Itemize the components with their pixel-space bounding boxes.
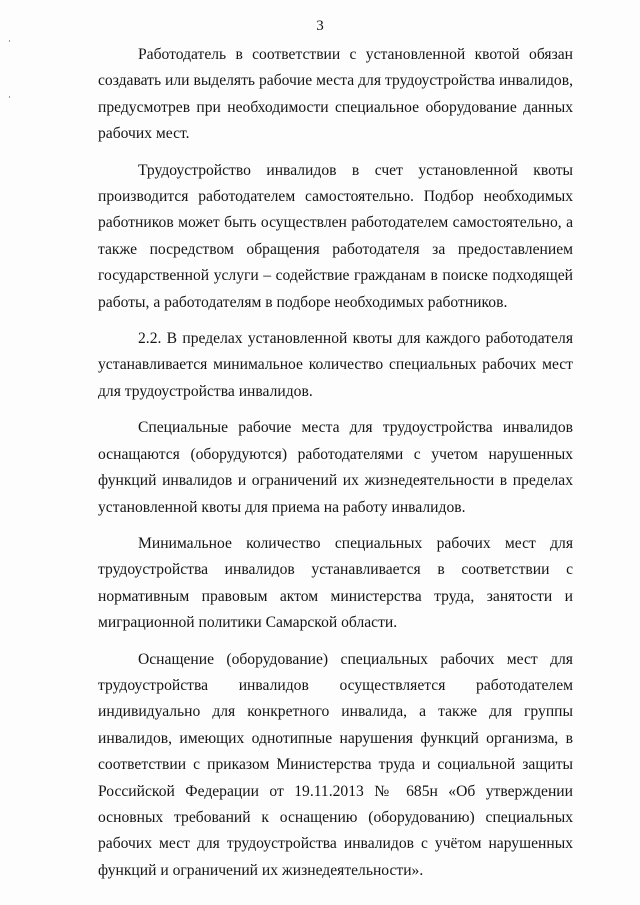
- scan-artifact: [9, 40, 10, 42]
- scan-artifact: [9, 96, 10, 98]
- paragraph-special-workplaces-equipment: Специальные рабочие места для трудоустройства инвалидов оснащаются (оборудуются) работодателями с учетом нарушенных функций инвалидов и ограничений их жизнедеятельности в пределах установленной квоты для приема на работу инвалидов.: [98, 419, 573, 516]
- document-body: [98, 42, 573, 894]
- paragraph-employer-obligation: Работодатель в соответствии с установленной квотой обязан создавать или выделять рабочие места для трудоустройства инвалидов, предусмотрев при необходимости специальное оборудование данных рабочих мест.: [98, 46, 573, 143]
- paragraph-equipment-order: Оснащение (оборудование) специальных рабочих мест для трудоустройства инвалидов осуществляется работодателем индивидуально для конкретного инвалида, а также для группы инвалидов, имеющих однотипные нарушения функций организма, в соответствии с приказом Министерства труда и социальной защиты Российской Федерации от 19.11.2013 № 685н «Об утверждении основных требований к оснащению (оборудованию) специальных рабочих мест для трудоустройства инвалидов с учётом нарушенных функций и ограничений их жизнедеятельности».: [98, 650, 573, 879]
- paragraph-section-2-2: 2.2. В пределах установленной квоты для каждого работодателя устанавливается минимальное количество специальных рабочих мест для трудоустройства инвалидов.: [98, 330, 573, 400]
- paragraph-minimum-number: Минимальное количество специальных рабочих мест для трудоустройства инвалидов устанавливается в соответствии с нормативным правовым актом министерства труда, занятости и миграционной политики Самарской области.: [98, 534, 573, 632]
- page-number: 3: [316, 18, 324, 34]
- paragraph-employment-by-quota: Трудоустройство инвалидов в счет установленной квоты производится работодателем самостоятельно. Подбор необходимых работников может быть осуществлен работодателем самостоятельно, а также посредством обращения работодателя за предоставлением государственной услуги – содействие гражданам в поиске подходящей работы, а работодателям в подборе необходимых работников.: [98, 161, 573, 311]
